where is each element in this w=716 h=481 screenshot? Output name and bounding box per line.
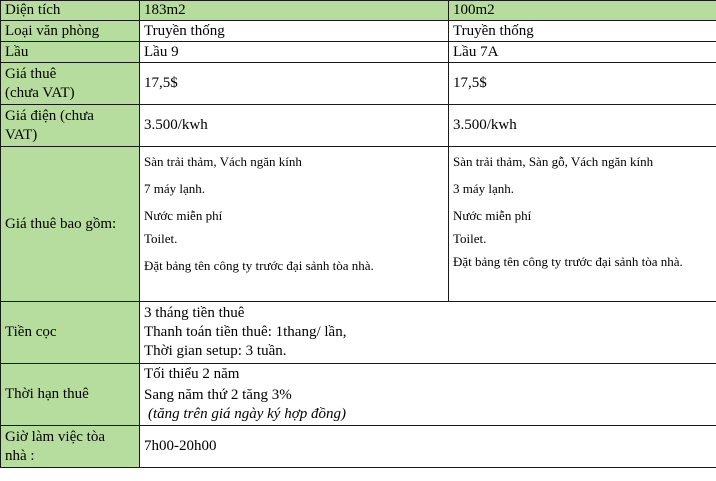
included-a-item: Đặt bảng tên công ty trước đại sảnh tòa nhà. bbox=[144, 258, 374, 273]
office-type-b: Truyền thống bbox=[449, 21, 716, 42]
lease-term-details bbox=[140, 364, 716, 426]
row-deposit bbox=[1, 302, 716, 364]
label-rent-price-line1: Giá thuê bbox=[5, 65, 57, 82]
included-b-item: Nước miễn phí bbox=[453, 208, 532, 223]
lease-term-note: (tăng trên giá ngày ký hợp đồng) bbox=[148, 406, 346, 422]
row-office-type bbox=[1, 21, 716, 42]
included-b bbox=[449, 147, 716, 302]
lease-term-line: Sang năm thứ 2 tăng 3% bbox=[144, 387, 292, 403]
included-b-item: Sàn trải thảm, Sàn gỗ, Vách ngăn kính bbox=[453, 154, 654, 169]
label-included: Giá thuê bao gồm: bbox=[1, 147, 140, 302]
floor-a: Lầu 9 bbox=[140, 42, 449, 63]
row-area bbox=[1, 1, 716, 21]
row-included bbox=[1, 147, 716, 302]
label-deposit: Tiền cọc bbox=[1, 302, 140, 364]
label-working-hours bbox=[1, 426, 140, 468]
included-b-item: Đặt bảng tên công ty trước đại sảnh tòa nhà. bbox=[453, 254, 683, 269]
included-a-item: Sàn trải thảm, Vách ngăn kính bbox=[144, 154, 302, 169]
label-electricity-line1: Giá điện (chưa bbox=[5, 107, 94, 124]
row-floor bbox=[1, 42, 716, 63]
deposit-line: 3 tháng tiền thuê bbox=[144, 305, 245, 321]
deposit-line: Thanh toán tiền thuê: 1thang/ lần, bbox=[144, 324, 347, 340]
label-office-type: Loại văn phòng bbox=[1, 21, 140, 42]
rent-price-a: 17,5$ bbox=[140, 63, 449, 105]
rent-price-b: 17,5$ bbox=[449, 63, 716, 105]
area-office-b: 100m2 bbox=[449, 1, 716, 21]
label-area: Diện tích bbox=[1, 1, 140, 21]
area-office-a: 183m2 bbox=[140, 1, 449, 21]
row-rent-price bbox=[1, 63, 716, 105]
row-electricity-price bbox=[1, 105, 716, 147]
label-floor: Lầu bbox=[1, 42, 140, 63]
label-rent-price-line2: (chưa VAT) bbox=[5, 84, 75, 101]
label-working-hours-line1: Giờ làm việc tòa bbox=[5, 428, 105, 445]
office-type-a: Truyền thống bbox=[140, 21, 449, 42]
electricity-price-b: 3.500/kwh bbox=[449, 105, 716, 147]
label-lease-term: Thời hạn thuê bbox=[1, 364, 140, 426]
label-electricity-price bbox=[1, 105, 140, 147]
label-rent-price bbox=[1, 63, 140, 105]
deposit-line: Thời gian setup: 3 tuần. bbox=[144, 343, 287, 359]
deposit-details bbox=[140, 302, 716, 364]
row-lease-term bbox=[1, 364, 716, 426]
floor-b: Lầu 7A bbox=[449, 42, 716, 63]
lease-term-line: Tối thiểu 2 năm bbox=[144, 366, 240, 382]
included-b-item: Toilet. bbox=[453, 231, 487, 246]
included-a-item: 7 máy lạnh. bbox=[144, 181, 206, 196]
label-electricity-line2: VAT) bbox=[5, 126, 38, 143]
electricity-price-a: 3.500/kwh bbox=[140, 105, 449, 147]
included-a-item: Toilet. bbox=[144, 231, 178, 246]
included-b-item: 3 máy lạnh. bbox=[453, 181, 515, 196]
working-hours-value: 7h00-20h00 bbox=[140, 426, 716, 468]
label-working-hours-line2: nhà : bbox=[5, 447, 35, 464]
included-a-item: Nước miễn phí bbox=[144, 208, 223, 223]
row-working-hours bbox=[1, 426, 716, 468]
included-a bbox=[140, 147, 449, 302]
